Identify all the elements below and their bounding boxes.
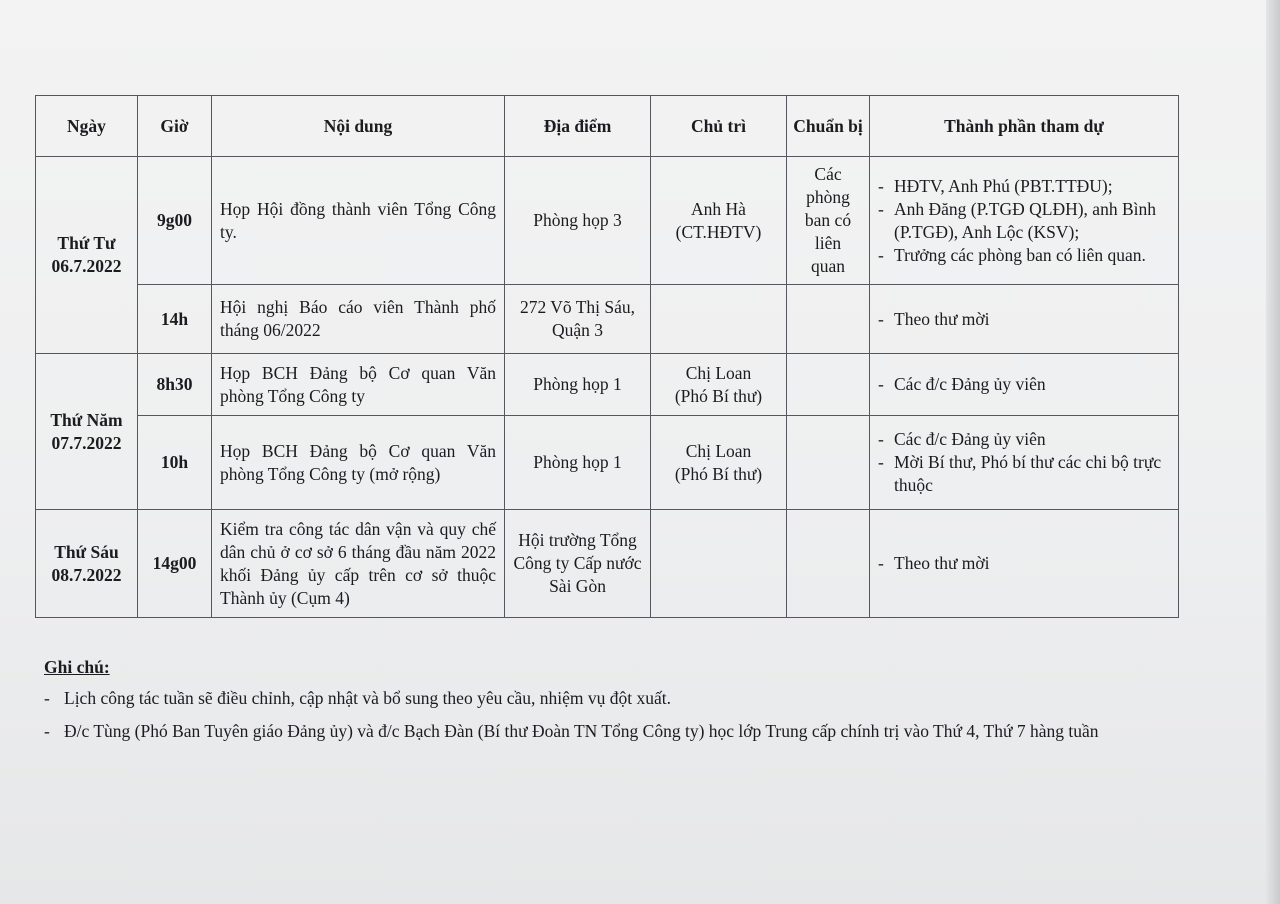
list-dash: - — [878, 308, 884, 329]
chair-line: Chị Loan — [685, 362, 752, 383]
time-cell: 14g00 — [138, 510, 212, 618]
header-row — [36, 96, 1179, 157]
schedule-table — [35, 95, 1179, 618]
attendee-item — [878, 552, 1172, 575]
list-dash: - — [878, 198, 884, 219]
attendees-cell — [870, 285, 1179, 354]
place-cell: Phòng họp 3 — [505, 157, 651, 285]
chair-cell — [651, 354, 787, 416]
place-cell: 272 Võ Thị Sáu, Quận 3 — [505, 285, 651, 354]
attendee-text: HĐTV, Anh Phú (PBT.TTĐU); — [894, 175, 1113, 196]
header-attendees: Thành phần tham dự — [870, 96, 1179, 157]
header-day: Ngày — [36, 96, 138, 157]
content-cell: Kiểm tra công tác dân vận và quy chế dân chủ ở cơ sở 6 tháng đầu năm 2022 khối Đảng ủy cấp trên cơ sở thuộc Thành ủy (Cụm 4) — [212, 510, 505, 618]
prep-line: phòng — [806, 187, 850, 207]
prep-line: liên — [814, 233, 842, 253]
list-dash: - — [878, 429, 884, 449]
header-chair: Chủ trì — [651, 96, 787, 157]
date-label: 07.7.2022 — [51, 432, 122, 453]
attendee-item — [878, 308, 1172, 331]
attendee-text: Theo thư mời — [894, 553, 990, 573]
chair-cell — [651, 416, 787, 510]
weekday-label: Thứ Tư — [57, 233, 116, 253]
notes-section — [44, 656, 1184, 753]
content-cell: Họp Hội đồng thành viên Tổng Công ty. — [212, 157, 505, 285]
attendee-item — [878, 373, 1172, 396]
weekday-label: Thứ Năm — [50, 409, 123, 430]
list-dash: - — [878, 374, 884, 394]
place-cell: Hội trường Tổng Công ty Cấp nước Sài Gòn — [505, 510, 651, 618]
content-cell: Hội nghị Báo cáo viên Thành phố tháng 06/2022 — [212, 285, 505, 354]
chair-cell — [651, 510, 787, 618]
prep-cell — [787, 416, 870, 510]
time-cell: 10h — [138, 416, 212, 510]
prep-line: quan — [810, 256, 846, 276]
weekday-label: Thứ Sáu — [54, 541, 119, 562]
table-row — [36, 285, 1179, 354]
attendees-cell — [870, 510, 1179, 618]
attendee-text: Anh Đăng (P.TGĐ QLĐH), anh Bình (P.TGĐ), Anh Lộc (KSV); — [894, 198, 1156, 242]
time-cell: 9g00 — [138, 157, 212, 285]
list-dash: - — [878, 452, 884, 472]
attendee-text: Theo thư mời — [894, 308, 990, 329]
note-text: Đ/c Tùng (Phó Ban Tuyên giáo Đảng ủy) và đ/c Bạch Đàn (Bí thư Đoàn TN Tổng Công ty) học lớp Trung cấp chính trị vào Thứ 4, Thứ 7 hàng tuần — [64, 721, 1099, 741]
chair-line: (Phó Bí thư) — [674, 385, 763, 406]
attendee-item — [878, 175, 1172, 198]
attendee-text: Mời Bí thư, Phó bí thư các chi bộ trực thuộc — [894, 452, 1162, 495]
time-cell: 8h30 — [138, 354, 212, 416]
attendee-text: Các đ/c Đảng ủy viên — [894, 429, 1046, 449]
prep-cell — [787, 354, 870, 416]
prep-line: Các — [814, 164, 842, 184]
chair-line: Chị Loan — [685, 440, 752, 461]
notes-title: Ghi chú: — [44, 657, 110, 677]
prep-line: ban có — [804, 210, 852, 230]
note-item — [44, 687, 1184, 710]
header-place: Địa điểm — [505, 96, 651, 157]
table-row — [36, 510, 1179, 618]
day-cell — [36, 510, 138, 618]
attendee-item — [878, 451, 1172, 497]
date-label: 06.7.2022 — [51, 256, 122, 276]
day-cell — [36, 354, 138, 510]
content-cell: Họp BCH Đảng bộ Cơ quan Văn phòng Tổng Công ty — [212, 354, 505, 416]
attendee-text: Các đ/c Đảng ủy viên — [894, 374, 1046, 394]
attendees-cell — [870, 416, 1179, 510]
list-dash: - — [44, 721, 50, 741]
chair-cell — [651, 285, 787, 354]
chair-line: (CT.HĐTV) — [675, 221, 762, 242]
attendee-item — [878, 244, 1172, 267]
note-text: Lịch công tác tuần sẽ điều chỉnh, cập nhật và bổ sung theo yêu cầu, nhiệm vụ đột xuất. — [64, 688, 671, 708]
attendee-item — [878, 198, 1172, 244]
chair-line: Anh Hà — [691, 198, 746, 219]
list-dash: - — [44, 688, 50, 708]
table-row — [36, 354, 1179, 416]
date-label: 08.7.2022 — [51, 564, 122, 585]
list-dash: - — [878, 175, 884, 196]
table-row — [36, 416, 1179, 510]
time-cell: 14h — [138, 285, 212, 354]
header-content: Nội dung — [212, 96, 505, 157]
prep-cell — [787, 157, 870, 285]
attendees-cell — [870, 354, 1179, 416]
place-cell: Phòng họp 1 — [505, 416, 651, 510]
attendees-cell — [870, 157, 1179, 285]
prep-cell — [787, 510, 870, 618]
note-item — [44, 720, 1184, 743]
header-time: Giờ — [138, 96, 212, 157]
prep-cell — [787, 285, 870, 354]
table-row — [36, 157, 1179, 285]
header-prep: Chuẩn bị — [787, 96, 870, 157]
chair-line: (Phó Bí thư) — [674, 463, 763, 484]
day-cell — [36, 157, 138, 354]
attendee-item — [878, 428, 1172, 451]
list-dash: - — [878, 553, 884, 573]
content-cell: Họp BCH Đảng bộ Cơ quan Văn phòng Tổng Công ty (mở rộng) — [212, 416, 505, 510]
attendee-text: Trưởng các phòng ban có liên quan. — [894, 244, 1146, 265]
paper-edge — [1266, 0, 1280, 904]
list-dash: - — [878, 244, 884, 265]
chair-cell — [651, 157, 787, 285]
place-cell: Phòng họp 1 — [505, 354, 651, 416]
